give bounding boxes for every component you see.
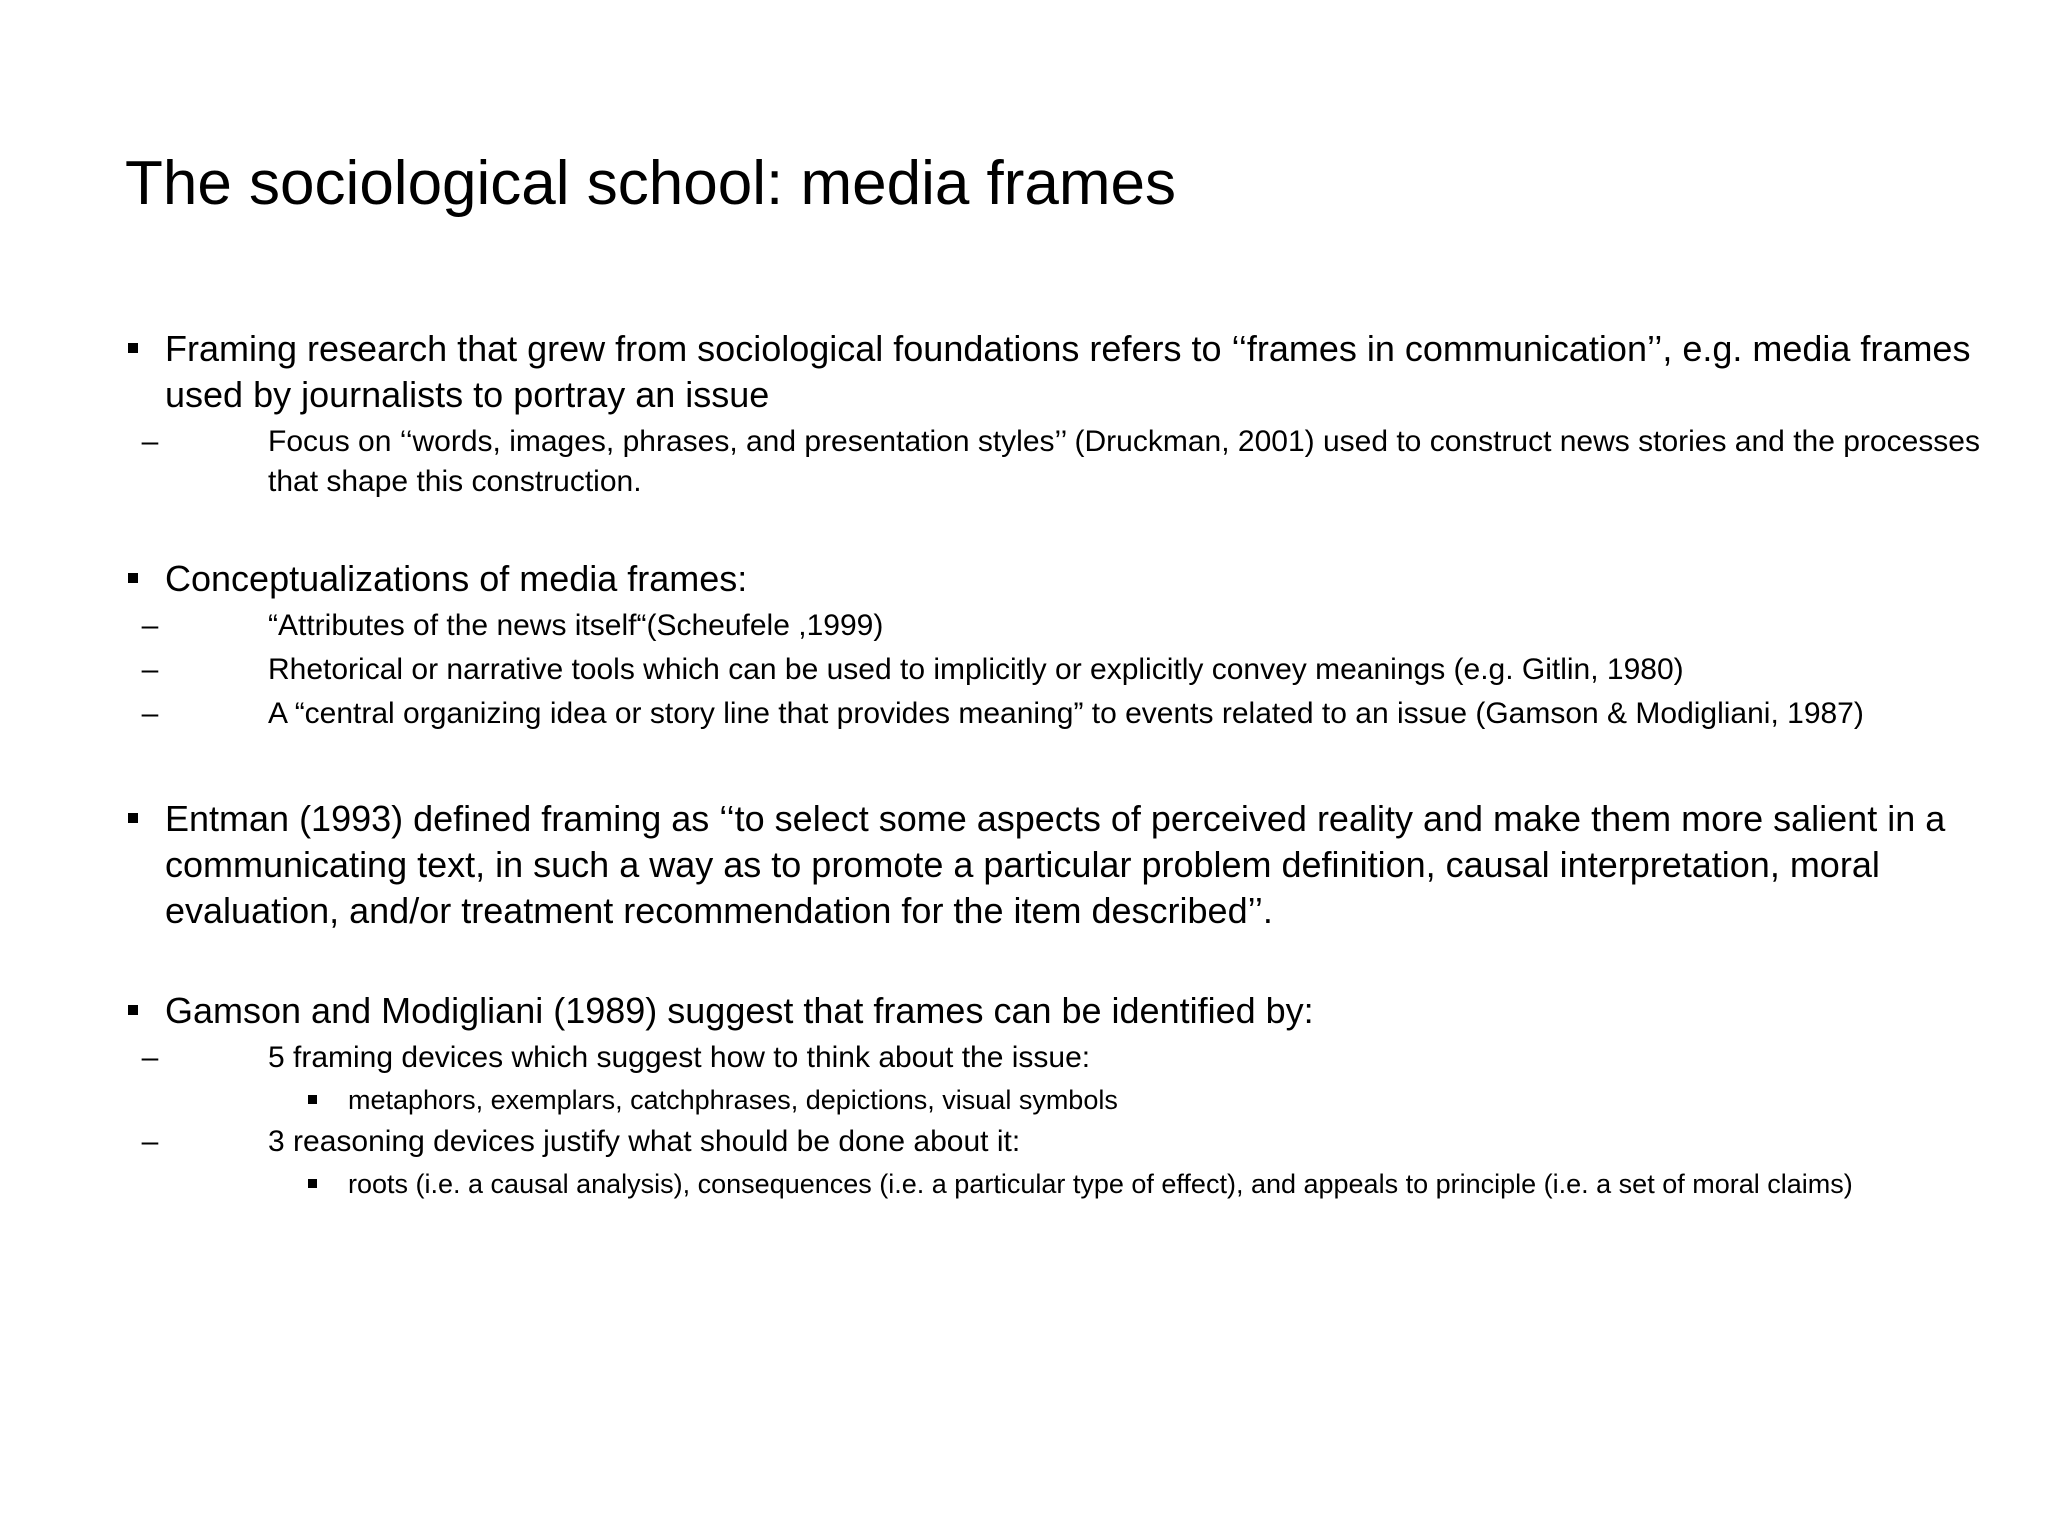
bullet-item [128,796,2008,934]
sub-bullet-item [141,422,2008,502]
slide-title: The sociological school: media frames [125,149,1177,218]
dash-bullet-icon: – [141,653,159,686]
square-bullet-icon [128,1005,138,1015]
sub-bullet-item [141,1038,2008,1078]
bullet-item [128,988,2008,1034]
sub-sub-bullet-item [348,1082,2008,1118]
dash-bullet-icon: – [141,425,159,458]
bullet-text: Gamson and Modigliani (1989) suggest that frames can be identified by: [165,990,1314,1031]
square-bullet-icon [308,1095,317,1104]
bullet-text: Entman (1993) defined framing as ‘‘to select some aspects of perceived reality and make them more salient in a communicating text, in such a way as to promote a particular problem definition, causal interpretation, moral evaluation, and/or treatment recommendation for the item described’’. [165,798,1946,931]
dash-bullet-icon: – [141,1125,159,1158]
bullet-text: Framing research that grew from sociological foundations refers to ‘‘frames in communication’’, e.g. media frames used by journalists to portray an issue [165,328,1971,415]
sub-bullet-item [141,606,2008,646]
slide-body [128,326,2008,1202]
sub-bullet-text: A “central organizing idea or story line that provides meaning” to events related to an issue (Gamson & Modigliani, 1987) [268,697,1864,730]
sub-bullet-text: 5 framing devices which suggest how to think about the issue: [268,1041,1091,1074]
bullet-item [128,556,2008,602]
dash-bullet-icon: – [141,1041,159,1074]
square-bullet-icon [128,813,138,823]
sub-bullet-text: Rhetorical or narrative tools which can be used to implicitly or explicitly convey meanings (e.g. Gitlin, 1980) [268,653,1684,686]
sub-bullet-item [141,694,2008,734]
square-bullet-icon [308,1179,317,1188]
square-bullet-icon [128,573,138,583]
sub-sub-bullet-text: roots (i.e. a causal analysis), consequences (i.e. a particular type of effect), and appeals to principle (i.e. a set of moral claims) [348,1169,1853,1199]
sub-bullet-text: Focus on ‘‘words, images, phrases, and presentation styles’’ (Druckman, 2001) used to construct news stories and the processes that shape this construction. [268,425,1980,498]
dash-bullet-icon: – [141,609,159,642]
bullet-text: Conceptualizations of media frames: [165,558,748,599]
sub-bullet-text: “Attributes of the news itself“(Scheufele ,1999) [268,609,884,642]
sub-sub-bullet-text: metaphors, exemplars, catchphrases, depictions, visual symbols [348,1085,1118,1115]
sub-bullet-item [141,1122,2008,1162]
square-bullet-icon [128,343,138,353]
dash-bullet-icon: – [141,697,159,730]
sub-bullet-text: 3 reasoning devices justify what should be done about it: [268,1125,1021,1158]
sub-sub-bullet-item [348,1166,2008,1202]
bullet-item [128,326,2008,418]
sub-bullet-item [141,650,2008,690]
